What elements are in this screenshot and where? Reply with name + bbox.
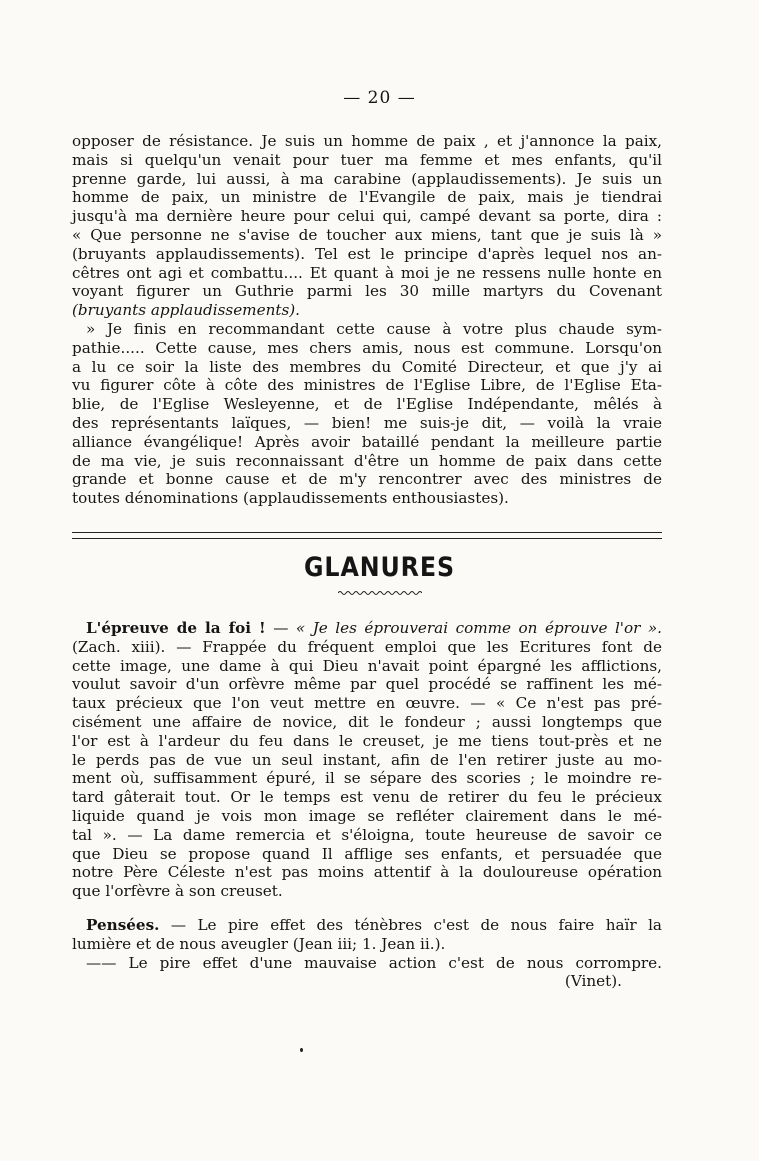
- glanure-heading: L'épreuve de la foi !: [86, 619, 266, 637]
- text-line: mais si quelqu'un venait pour tuer ma femme et mes enfants, qu'il: [72, 150, 662, 169]
- ink-speck: [300, 1048, 303, 1052]
- text-line: » Je finis en recommandant cette cause à votre plus chaude sym-: [86, 319, 662, 338]
- section-divider: [72, 532, 662, 539]
- text-line: des représentants laïques, — bien! me suis-je dit, — voilà la vraie: [72, 413, 662, 432]
- text-line: blie, de l'Eglise Wesleyenne, et de l'Eglise Indépendante, mêlés à: [72, 395, 662, 414]
- glanure-heading-line: [72, 619, 662, 638]
- text-line: grande et bonne cause et de m'y rencontrer avec des ministres de: [72, 470, 662, 489]
- text-line: —— Le pire effet d'une mauvaise action c'est de nous corrompre.: [86, 953, 662, 972]
- text-line: pathie..... Cette cause, mes chers amis, nous est commune. Lorsqu'on: [72, 338, 662, 357]
- text-line: liquide quand je vois mon image se refléter clairement dans le mé-: [72, 806, 662, 825]
- glanure-text: — Le pire effet des ténèbres c'est de nous faire haïr la: [170, 916, 662, 934]
- page-number: — 20 —: [343, 88, 416, 108]
- text-line: le perds pas de vue un seul instant, afin de l'en retirer juste au mo-: [72, 750, 662, 769]
- glanure-heading: Pensées.: [86, 916, 160, 934]
- text-line: notre Père Céleste n'est pas moins attentif à la douloureuse opération: [72, 863, 662, 882]
- glanure-faith-trial: [72, 619, 662, 901]
- text-line: (bruyants applaudissements). Tel est le principe d'après lequel nos an-: [72, 244, 662, 263]
- text-line: tard gâterait tout. Or le temps est venu de retirer du feu le précieux: [72, 788, 662, 807]
- text-line: (Zach. xiii). — Frappée du fréquent emploi que les Ecritures font de: [72, 637, 662, 656]
- text-line: de ma vie, je suis reconnaissant d'être un homme de paix dans cette: [72, 451, 662, 470]
- glanure-quote: — « Je les éprouverai comme on éprouve l'or ».: [273, 619, 663, 637]
- text-line: toutes dénominations (applaudissements enthousiastes).: [72, 489, 509, 508]
- text-line: taux précieux que l'on veut mettre en œuvre. — « Ce n'est pas pré-: [72, 694, 662, 713]
- text-line: a lu ce soir la liste des membres du Comité Directeur, et que j'y ai: [72, 357, 662, 376]
- section-title: GLANURES: [304, 552, 455, 583]
- text-line: « Que personne ne s'avise de toucher aux miens, tant que je suis là »: [72, 225, 662, 244]
- glanure-thoughts: [72, 916, 662, 991]
- text-line: voulut savoir d'un orfèvre même par quel procédé se raffinent les mé-: [72, 675, 662, 694]
- text-line: (bruyants applaudissements).: [72, 301, 300, 320]
- text-line: cisément une affaire de novice, dit le fondeur ; aussi longtemps que: [72, 712, 662, 731]
- text-line: tal ». — La dame remercia et s'éloigna, toute heureuse de savoir ce: [72, 825, 662, 844]
- text-line: l'or est à l'ardeur du feu dans le creuset, je me tiens tout-près et ne: [72, 731, 662, 750]
- title-ornament: [338, 590, 422, 596]
- text-line: prenne garde, lui aussi, à ma carabine (applaudissements). Je suis un: [72, 169, 662, 188]
- text-line: voyant figurer un Guthrie parmi les 30 mille martyrs du Covenant: [72, 282, 662, 301]
- text-line: jusqu'à ma dernière heure pour celui qui, campé devant sa porte, dira :: [72, 207, 662, 226]
- text-line: lumière et de nous aveugler (Jean iii; 1. Jean ii.).: [72, 934, 446, 953]
- text-line: vu figurer côte à côte des ministres de l'Eglise Libre, de l'Eglise Eta-: [72, 376, 662, 395]
- text-line: homme de paix, un ministre de l'Evangile de paix, mais je tiendrai: [72, 188, 662, 207]
- text-line: que l'orfèvre à son creuset.: [72, 882, 283, 901]
- text-line: cette image, une dame à qui Dieu n'avait point épargné les afflictions,: [72, 656, 662, 675]
- continued-speech-text: [72, 132, 662, 508]
- text-line: opposer de résistance. Je suis un homme de paix , et j'annonce la paix,: [72, 132, 662, 150]
- text-line: [72, 916, 662, 935]
- text-line: que Dieu se propose quand Il afflige ses enfants, et persuadée que: [72, 844, 662, 863]
- text-line: cêtres ont agi et combattu.... Et quant à moi je ne ressens nulle honte en: [72, 263, 662, 282]
- quote-attribution: (Vinet).: [564, 972, 622, 991]
- text-line: alliance évangélique! Après avoir bataillé pendant la meilleure partie: [72, 432, 662, 451]
- text-line: ment où, suffisamment épuré, il se sépare des scories ; le moindre re-: [72, 769, 662, 788]
